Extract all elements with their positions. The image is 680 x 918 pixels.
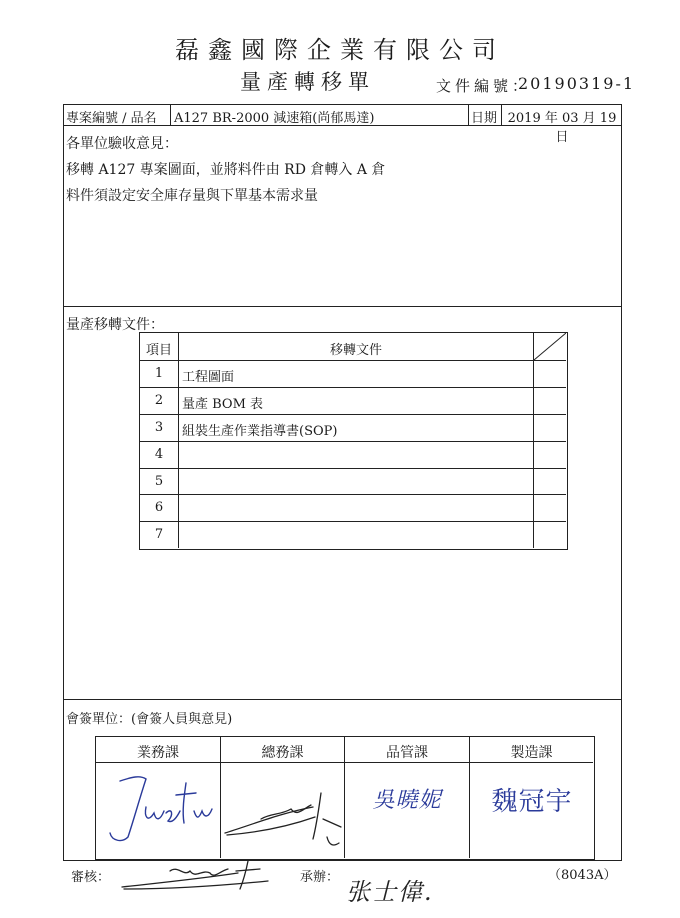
form-code: （8043A）	[548, 868, 617, 883]
row-document: 量產 BOM 表	[182, 397, 264, 412]
date-value: 2019 年 03 月 19 日	[507, 111, 617, 145]
row-number: 3	[154, 420, 164, 435]
signoff-label: 會簽單位：(會簽人員與意見)	[66, 712, 233, 727]
doc-number-label: 文件編號：	[436, 77, 532, 95]
company-name: 磊鑫國際企業有限公司	[175, 36, 505, 64]
department-quality: 品管課	[386, 745, 428, 761]
signature-sales	[100, 767, 218, 847]
project-label: 專案編號 / 品名	[66, 111, 157, 126]
row-number: 1	[154, 366, 164, 381]
department-manufacturing: 製造課	[510, 745, 553, 761]
row-number: 7	[154, 527, 164, 542]
opinion-line: 移轉 A127 專案圖面，並將料件由 RD 倉轉入 A 倉	[66, 162, 386, 178]
signature-general-affairs	[221, 767, 344, 857]
signature-manufacturing: 魏冠宇	[491, 787, 573, 817]
signature-quality: 吳曉妮	[372, 788, 442, 813]
date-label: 日期	[471, 111, 498, 126]
transfer-docs-label: 量產移轉文件：	[66, 317, 164, 333]
row-document: 組裝生產作業指導書(SOP)	[182, 424, 338, 439]
doc-number: 20190319-1	[518, 74, 636, 93]
row-number: 2	[154, 393, 164, 408]
row-number: 4	[154, 447, 164, 462]
column-header-doc: 移轉文件	[329, 343, 382, 358]
form-frame	[63, 104, 622, 861]
column-header-item: 項目	[145, 343, 172, 358]
department-general-affairs: 總務課	[261, 745, 304, 761]
project-value: A127 BR-2000 減速箱(尚郁馬達)	[174, 111, 375, 126]
handler-label: 承辦：	[300, 870, 340, 885]
form-title: 量產轉移單	[240, 70, 375, 94]
row-number: 5	[154, 474, 164, 489]
row-document: 工程圖面	[182, 370, 235, 385]
row-number: 6	[154, 500, 164, 515]
transfer-docs-table	[139, 332, 568, 550]
department-sales: 業務課	[137, 745, 179, 761]
opinion-line: 料件須設定安全庫存量與下單基本需求量	[66, 188, 318, 204]
diagonal-slash-cell	[534, 333, 566, 360]
review-label: 審核：	[71, 870, 111, 885]
signature-review	[118, 857, 278, 893]
signature-handler: 张士偉.	[346, 878, 434, 906]
opinions-label: 各單位驗收意見：	[66, 136, 178, 152]
signoff-table	[95, 736, 595, 860]
